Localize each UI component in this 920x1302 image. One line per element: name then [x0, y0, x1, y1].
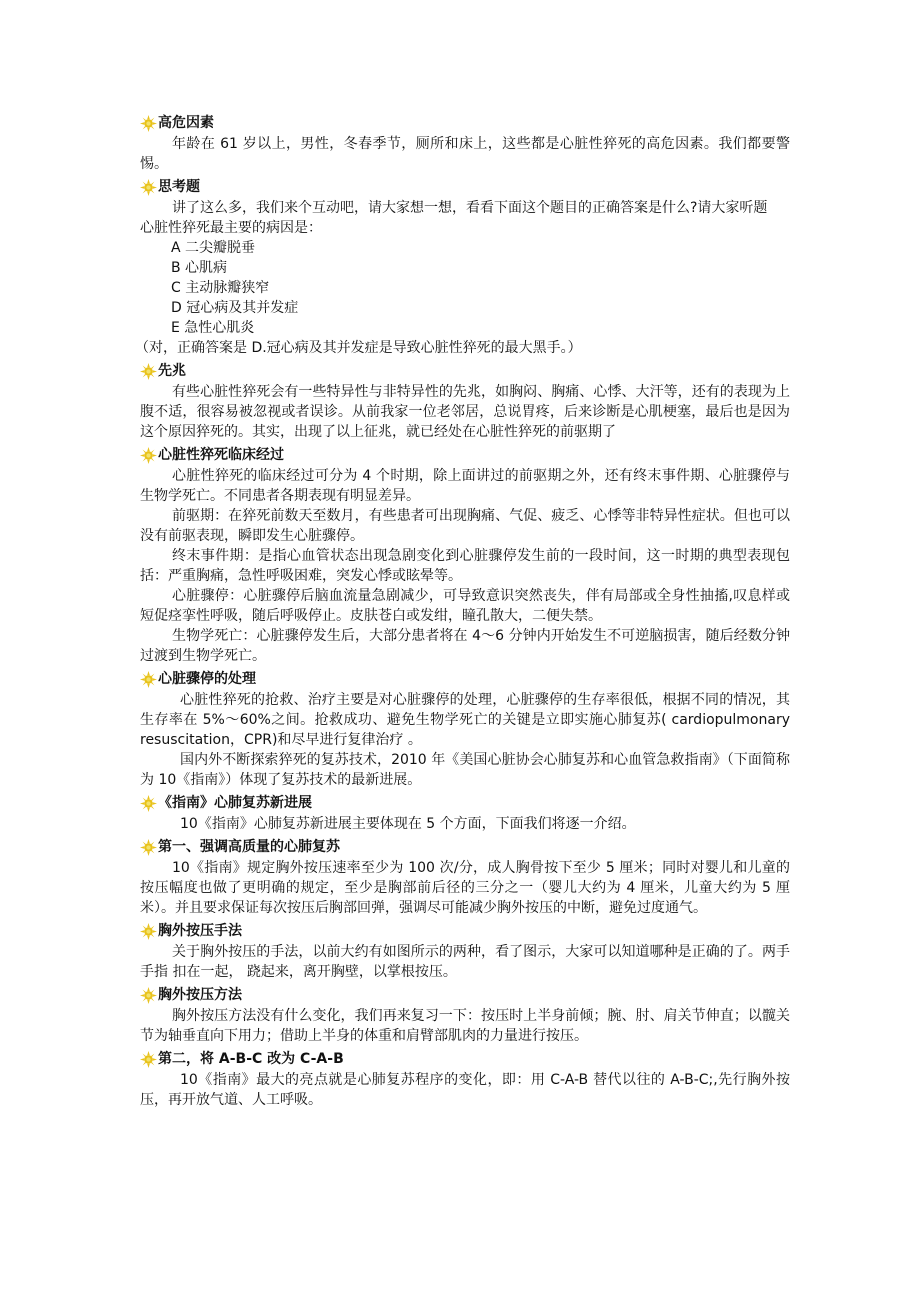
answer-option: B 心肌病: [171, 260, 228, 276]
sun-bullet-icon: [140, 1051, 157, 1068]
answer-option: D 冠心病及其并发症: [171, 300, 299, 316]
answer-note: （对，正确答案是 D.冠心病及其并发症是导致心脏性猝死的最大黑手。）: [135, 340, 582, 356]
section-heading-text: 先兆: [158, 363, 186, 379]
section-heading: [140, 112, 790, 134]
paragraph: 心脏性猝死的临床经过可分为 4 个时期，除上面讲过的前驱期之外，还有终末事件期、心脏骤停与生物学死亡。不同患者各期表现有明显差异。: [140, 468, 790, 504]
section-heading: [140, 176, 790, 198]
section-heading-text: 胸外按压手法: [158, 923, 242, 939]
section-heading: [140, 668, 790, 690]
section-heading: [140, 836, 790, 858]
section-heading-text: 第一、强调高质量的心肺复苏: [158, 839, 340, 855]
sun-bullet-icon: [140, 671, 157, 688]
paragraph: 有些心脏性猝死会有一些特异性与非特异性的先兆，如胸闷、胸痛、心悸、大汗等，还有的表现为上腹不适，很容易被忽视或者误诊。从前我家一位老邻居，总说胃疼，后来诊断是心肌梗塞，最后也是因为这个原因猝死的。其实，出现了以上征兆，就已经处在心脏性猝死的前驱期了: [140, 384, 790, 440]
sun-bullet-icon: [140, 839, 157, 856]
paragraph: 关于胸外按压的手法，以前大约有如图所示的两种，看了图示，大家可以知道哪种是正确的了。两手手指 扣在一起， 跷起来，离开胸壁，以掌根按压。: [140, 944, 790, 980]
sun-bullet-icon: [140, 923, 157, 940]
section-heading: [140, 444, 790, 466]
paragraph: 年龄在 61 岁以上，男性，冬春季节，厕所和床上，这些都是心脏性猝死的高危因素。我们都要警惕。: [140, 136, 790, 172]
paragraph: 心脏性猝死的抢救、治疗主要是对心脏骤停的处理，心脏骤停的生存率很低，根据不同的情况，其生存率在 5%～60%之间。抢救成功、避免生物学死亡的关键是立即实施心肺复苏( cardiopulmonary resuscitation，CPR)和尽早进行复律治疗 。: [140, 692, 790, 748]
paragraph: 生物学死亡：心脏骤停发生后，大部分患者将在 4～6 分钟内开始发生不可逆脑损害，随后经数分钟过渡到生物学死亡。: [140, 628, 790, 664]
section-heading: [140, 920, 790, 942]
sun-bullet-icon: [140, 795, 157, 812]
section-heading: [140, 1048, 790, 1070]
section-heading-text: 思考题: [158, 179, 200, 195]
sun-bullet-icon: [140, 115, 157, 132]
question-text: 心脏性猝死最主要的病因是：: [140, 220, 322, 236]
answer-option: C 主动脉瓣狭窄: [171, 280, 270, 296]
paragraph: 前驱期：在猝死前数天至数月，有些患者可出现胸痛、气促、疲乏、心悸等非特异性症状。但也可以没有前驱表现，瞬即发生心脏骤停。: [140, 508, 790, 544]
sun-bullet-icon: [140, 179, 157, 196]
paragraph: 10《指南》最大的亮点就是心肺复苏程序的变化，即：用 C-A-B 替代以往的 A-B-C;,先行胸外按压，再开放气道、人工呼吸。: [140, 1072, 790, 1108]
paragraph: 国内外不断探索猝死的复苏技术，2010 年《美国心脏协会心肺复苏和心血管急救指南》（下面简称为 10《指南》）体现了复苏技术的最新进展。: [140, 752, 790, 788]
section-heading: [140, 792, 790, 814]
paragraph: 讲了这么多，我们来个互动吧，请大家想一想，看看下面这个题目的正确答案是什么?请大家听题: [172, 200, 768, 216]
section-heading-text: 《指南》心肺复苏新进展: [158, 795, 312, 811]
paragraph: 终末事件期：是指心血管状态出现急剧变化到心脏骤停发生前的一段时间，这一时期的典型表现包括：严重胸痛，急性呼吸困难，突发心悸或眩晕等。: [140, 548, 790, 584]
answer-option: A 二尖瓣脱垂: [171, 240, 256, 256]
paragraph: 10《指南》规定胸外按压速率至少为 100 次/分，成人胸骨按下至少 5 厘米；同时对婴儿和儿童的按压幅度也做了更明确的规定，至少是胸部前后径的三分之一（婴儿大约为 4 厘米，儿童大约为 5 厘米）。并且要求保证每次按压后胸部回弹，强调尽可能减少胸外按压的中断，避免过度通气。: [140, 860, 790, 916]
paragraph: 10《指南》心肺复苏新进展主要体现在 5 个方面，下面我们将逐一介绍。: [180, 816, 636, 832]
sun-bullet-icon: [140, 363, 157, 380]
answer-option: E 急性心肌炎: [171, 320, 255, 336]
sun-bullet-icon: [140, 447, 157, 464]
section-heading-text: 胸外按压方法: [158, 987, 242, 1003]
sun-bullet-icon: [140, 987, 157, 1004]
section-heading-text: 心脏骤停的处理: [158, 671, 256, 687]
section-heading-text: 心脏性猝死临床经过: [158, 447, 284, 463]
document-body: [135, 110, 790, 1110]
section-heading: [140, 360, 790, 382]
paragraph: 胸外按压方法没有什么变化，我们再来复习一下：按压时上半身前倾；腕、肘、肩关节伸直；以髋关节为轴垂直向下用力；借助上半身的体重和肩臂部肌肉的力量进行按压。: [140, 1008, 790, 1044]
section-heading-text: 第二，将 A-B-C 改为 C-A-B: [158, 1051, 344, 1067]
section-heading-text: 高危因素: [158, 115, 214, 131]
section-heading: [140, 984, 790, 1006]
paragraph: 心脏骤停：心脏骤停后脑血流量急剧减少，可导致意识突然丧失，伴有局部或全身性抽搐,叹息样或短促痉挛性呼吸，随后呼吸停止。皮肤苍白或发绀，瞳孔散大，二便失禁。: [140, 588, 790, 624]
